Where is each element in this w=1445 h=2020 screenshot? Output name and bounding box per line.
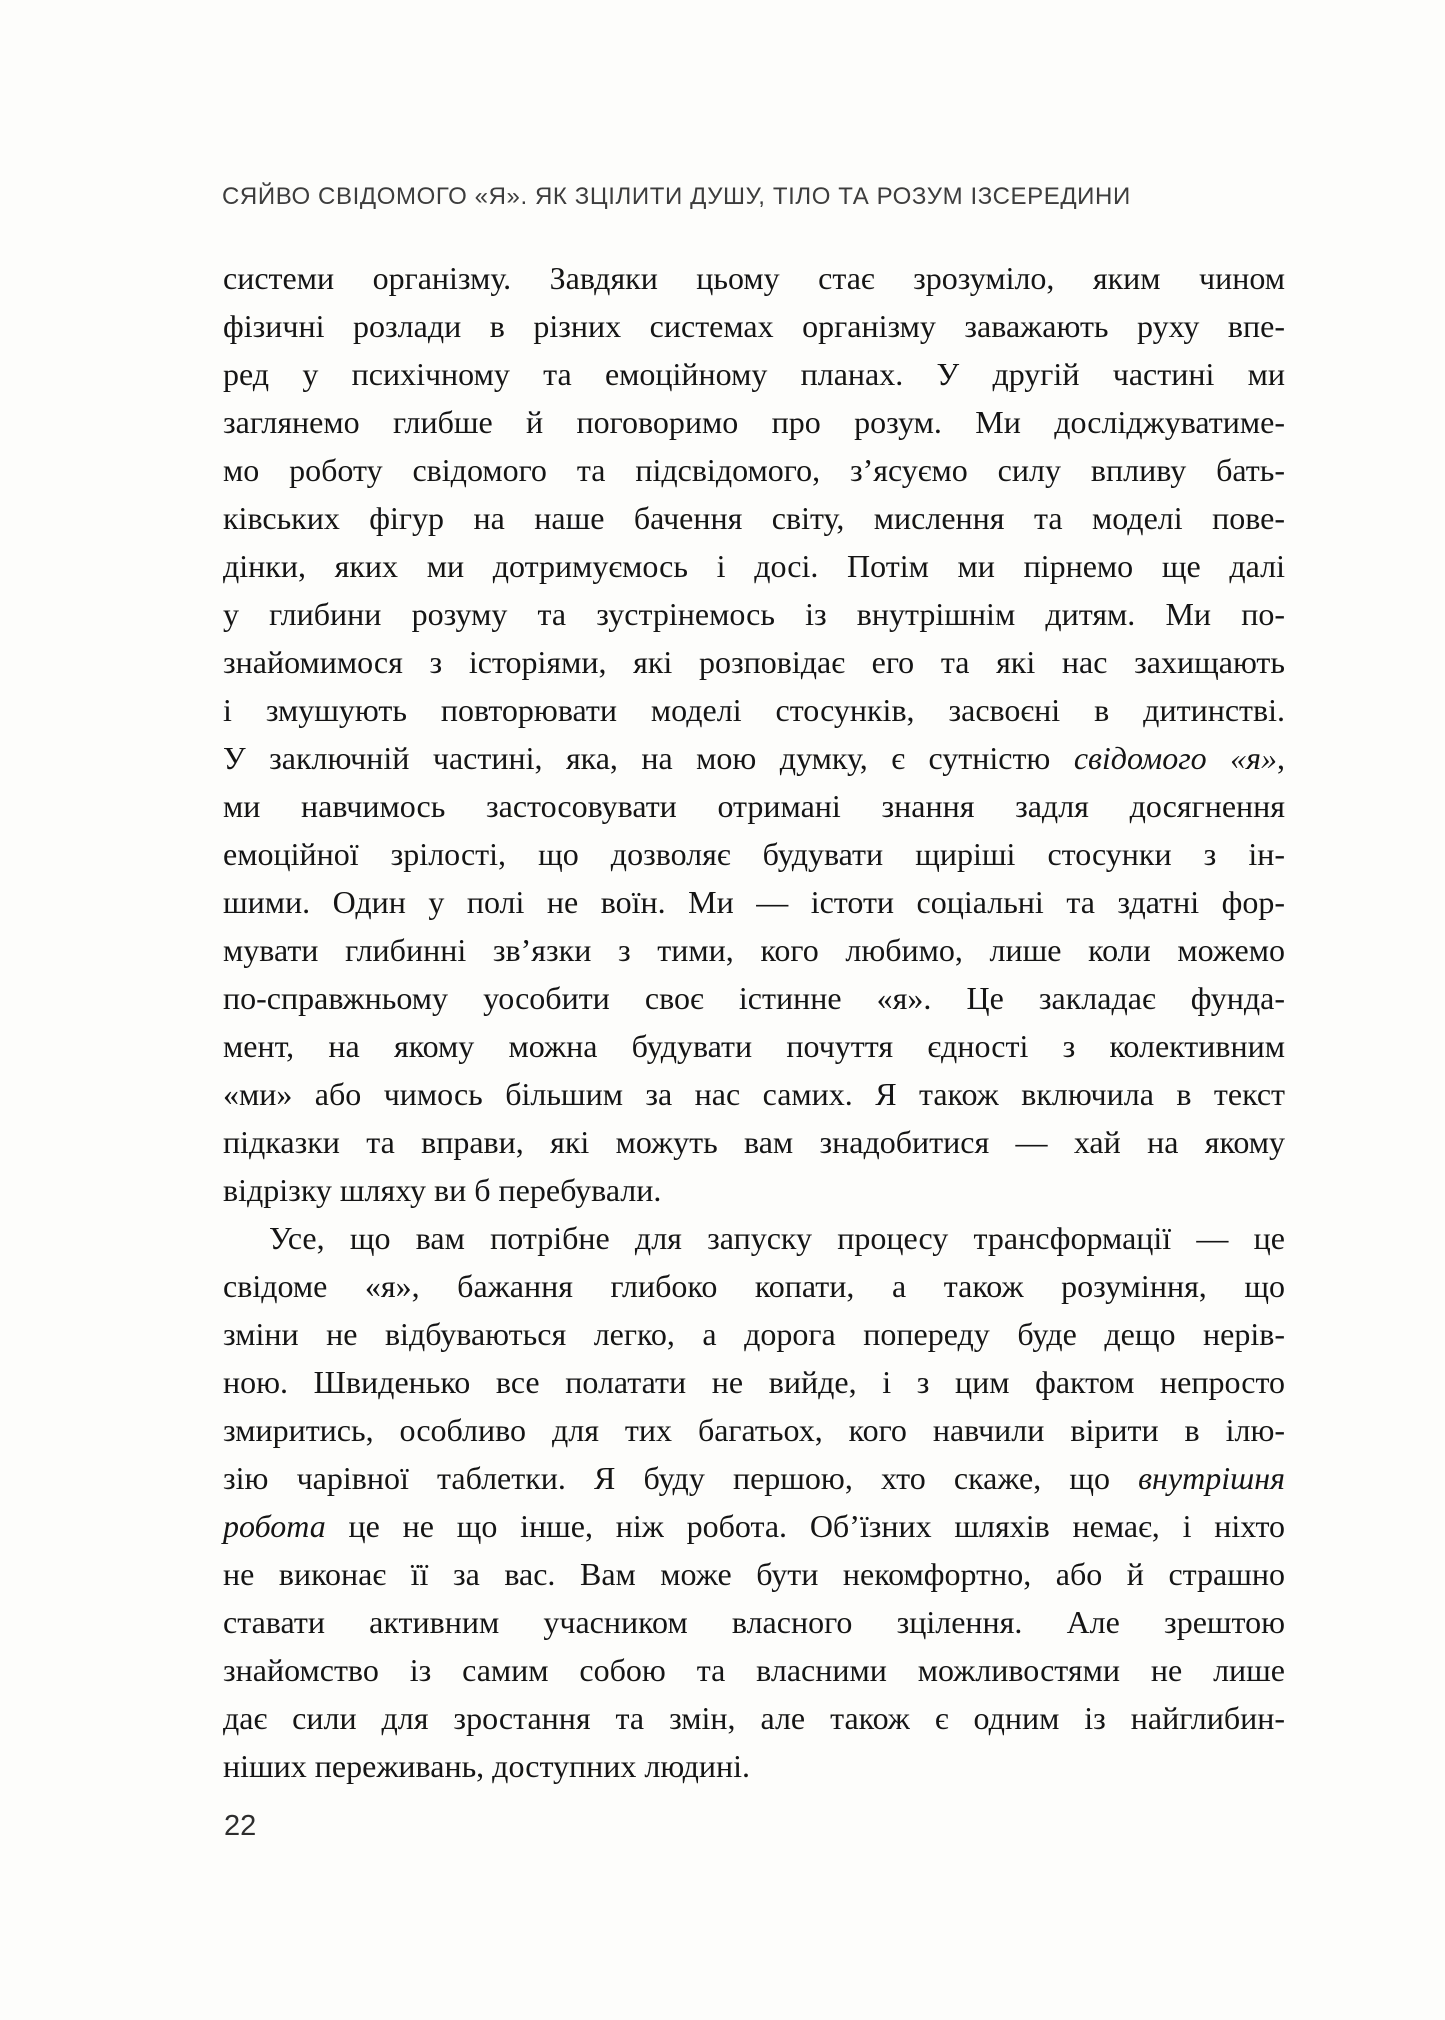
text-segment: фізичні розлади в різних системах організму заважають руху впе-: [223, 308, 1285, 344]
text-line: [223, 1502, 1285, 1550]
text-segment: мент, на якому можна будувати почуття єдності з колективним: [223, 1028, 1285, 1064]
text-line: [223, 830, 1285, 878]
emphasized-text: свідомого «я»: [1073, 740, 1278, 776]
text-line: [223, 1070, 1285, 1118]
text-segment: шими. Один у полі не воїн. Ми — істоти соціальні та здатні фор-: [223, 884, 1285, 920]
text-line: [223, 1214, 1285, 1262]
text-segment: у глибини розуму та зустрінемось із внутрішнім дитям. Ми по-: [223, 596, 1285, 632]
text-line: [223, 638, 1285, 686]
emphasized-text: внутрішня: [1138, 1460, 1285, 1496]
text-line: [223, 1598, 1285, 1646]
text-segment: дає сили для зростання та змін, але також є одним із найглибин-: [223, 1700, 1285, 1736]
text-segment: зміни не відбуваються легко, а дорога попереду буде дещо нерів-: [223, 1316, 1285, 1352]
text-segment: змиритись, особливо для тих багатьох, кого навчили вірити в ілю-: [223, 1412, 1285, 1448]
page-number: 22: [224, 1810, 257, 1842]
text-segment: знайомство із самим собою та власними можливостями не лише: [223, 1652, 1285, 1688]
text-line: [223, 686, 1285, 734]
text-line: [223, 782, 1285, 830]
text-segment: Усе, що вам потрібне для запуску процесу трансформації — це: [269, 1220, 1285, 1256]
text-segment: це не що інше, ніж робота. Об’їзних шляхів немає, і ніхто: [325, 1508, 1285, 1544]
text-line: [223, 878, 1285, 926]
text-line: [223, 926, 1285, 974]
text-segment: ставати активним учасником власного зцілення. Але зрештою: [223, 1604, 1285, 1640]
text-line: [223, 734, 1285, 782]
emphasized-text: робота: [223, 1508, 326, 1544]
text-segment: і змушують повторювати моделі стосунків, засвоєні в дитинстві.: [223, 692, 1285, 728]
text-segment: знайомимося з історіями, які розповідає его та які нас захищають: [223, 644, 1285, 680]
text-line: [223, 1694, 1285, 1742]
text-line: [223, 1022, 1285, 1070]
text-line: [223, 494, 1285, 542]
text-line: [223, 398, 1285, 446]
text-line: [223, 254, 1285, 302]
text-line: [223, 974, 1285, 1022]
text-line: [223, 1550, 1285, 1598]
text-line: [223, 1646, 1285, 1694]
text-segment: ми навчимось застосовувати отримані знання задля досягнення: [223, 788, 1285, 824]
text-segment: не виконає її за вас. Вам може бути некомфортно, або й страшно: [223, 1556, 1285, 1592]
text-segment: ківських фігур на наше бачення світу, мислення та моделі пове-: [223, 500, 1285, 536]
text-line: [223, 350, 1285, 398]
text-line: [223, 1358, 1285, 1406]
text-segment: свідоме «я», бажання глибоко копати, а також розуміння, що: [223, 1268, 1285, 1304]
text-segment: дінки, яких ми дотримуємось і досі. Потім ми пірнемо ще далі: [223, 548, 1285, 584]
text-line: [223, 1742, 1285, 1790]
text-segment: зію чарівної таблетки. Я буду першою, хто скаже, що: [223, 1460, 1139, 1496]
text-segment: ,: [1277, 740, 1286, 776]
text-segment: У заключній частині, яка, на мою думку, є сутністю: [223, 740, 1074, 776]
text-line: [223, 1262, 1285, 1310]
text-line: [223, 542, 1285, 590]
text-segment: мувати глибинні зв’язки з тими, кого любимо, лише коли можемо: [223, 932, 1285, 968]
text-segment: системи організму. Завдяки цьому стає зрозуміло, яким чином: [223, 260, 1285, 296]
text-line: [223, 302, 1285, 350]
text-segment: мо роботу свідомого та підсвідомого, з’ясуємо силу впливу бать-: [223, 452, 1285, 488]
body-text: [223, 254, 1285, 1790]
text-segment: ред у психічному та емоційному планах. У другій частині ми: [223, 356, 1285, 392]
text-line: [223, 590, 1285, 638]
text-line: [223, 1118, 1285, 1166]
running-header: СЯЙВО СВІДОМОГО «Я». ЯК ЗЦІЛИТИ ДУШУ, ТІЛО ТА РОЗУМ ІЗСЕРЕДИНИ: [222, 183, 1131, 210]
text-segment: ніших переживань, доступних людині.: [223, 1748, 751, 1784]
text-segment: відрізку шляху ви б перебували.: [223, 1172, 662, 1208]
text-line: [223, 1310, 1285, 1358]
text-segment: підказки та вправи, які можуть вам знадобитися — хай на якому: [223, 1124, 1285, 1160]
text-line: [223, 1406, 1285, 1454]
text-segment: емоційної зрілості, що дозволяє будувати щиріші стосунки з ін-: [223, 836, 1285, 872]
text-segment: заглянемо глибше й поговоримо про розум. Ми досліджуватиме-: [223, 404, 1285, 440]
text-line: [223, 1166, 1285, 1214]
text-segment: по-справжньому уособити своє істинне «я». Це закладає фунда-: [223, 980, 1285, 1016]
text-line: [223, 446, 1285, 494]
text-line: [223, 1454, 1285, 1502]
text-segment: ною. Швиденько все полатати не вийде, і з цим фактом непросто: [223, 1364, 1285, 1400]
text-segment: «ми» або чимось більшим за нас самих. Я також включила в текст: [223, 1076, 1285, 1112]
